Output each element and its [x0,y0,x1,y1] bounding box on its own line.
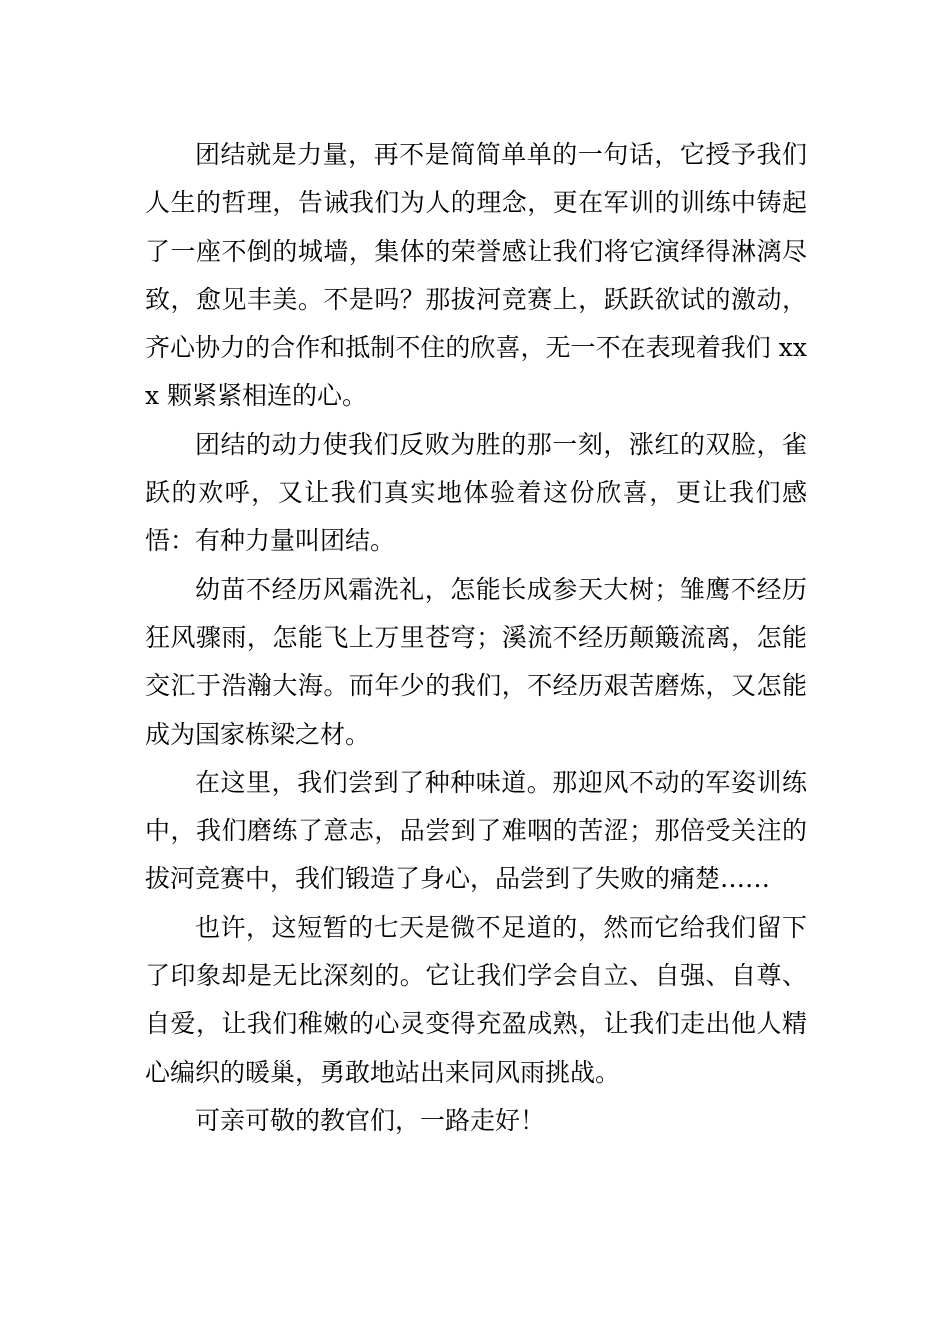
paragraph-farewell: 可亲可敬的教官们，一路走好！ [195,1105,546,1135]
paragraph-hardship: 幼苗不经历风霜洗礼，怎能长成参天大树；雏鹰不经历狂风骤雨，怎能飞上万里苍穹；溪流不经历颠簸流离，怎能交汇于浩瀚大海。而年少的我们，不经历艰苦磨炼，又怎能成为国家栋梁之材。 [145,574,807,749]
document-body [145,131,807,1145]
paragraph-victory: 团结的动力使我们反败为胜的那一刻，涨红的双脸，雀跃的欢呼，又让我们真实地体验着这份欣喜，更让我们感悟：有种力量叫团结。 [145,429,807,556]
paragraph-unity: 团结就是力量，再不是简简单单的一句话，它授予我们人生的哲理，告诫我们为人的理念，更在军训的训练中铸起了一座不倒的城墙，集体的荣誉感让我们将它演绎得淋漓尽致，愈见丰美。不是吗？那拔河竞赛上，跃跃欲试的激动，齐心协力的合作和抵制不住的欣喜，无一不在表现着我们 xxx 颗紧紧相连的心。 [145,140,807,411]
paragraph-tastes: 在这里，我们尝到了种种味道。那迎风不动的军姿训练中，我们磨练了意志，品尝到了难咽的苦涩；那倍受关注的拔河竞赛中，我们锻造了身心，品尝到了失败的痛楚…… [145,767,807,894]
paragraph-seven-days: 也许，这短暂的七天是微不足道的，然而它给我们留下了印象却是无比深刻的。它让我们学会自立、自强、自尊、自爱，让我们稚嫩的心灵变得充盈成熟，让我们走出他人精心编织的暖巢，勇敢地站出来同风雨挑战。 [145,912,807,1087]
